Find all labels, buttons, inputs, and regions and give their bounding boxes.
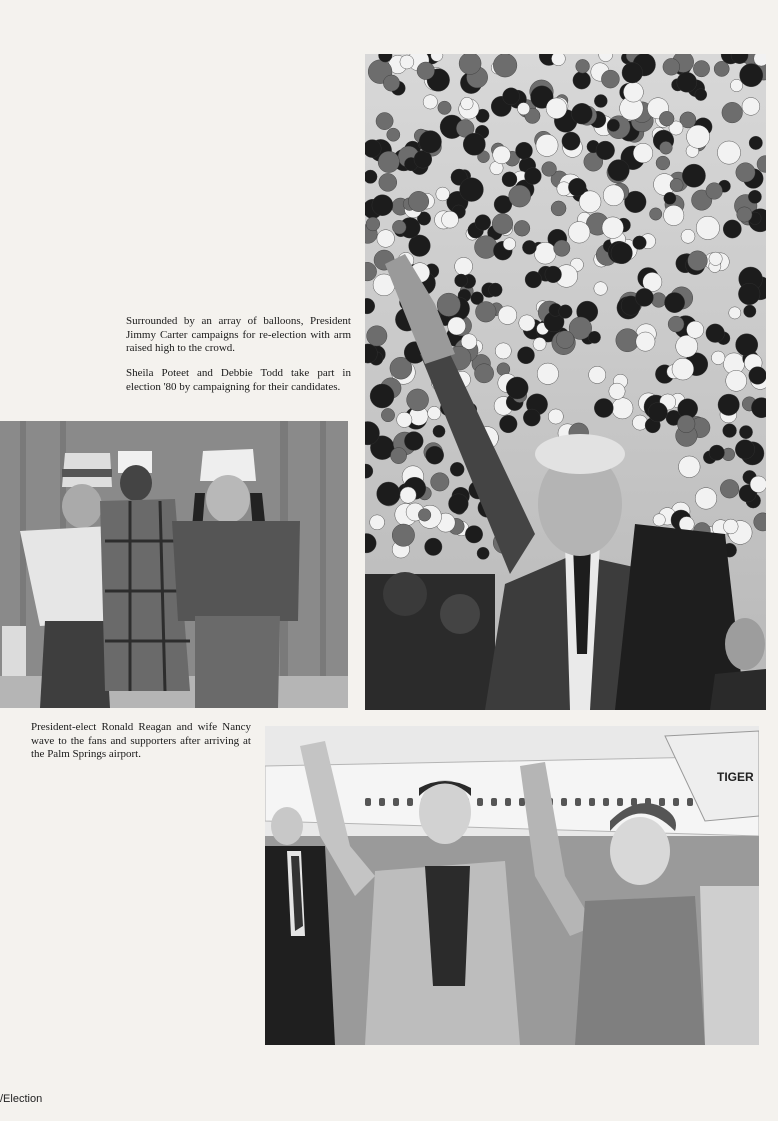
photo-carter-balloons — [365, 54, 766, 710]
plane-tail-text: TIGER — [717, 770, 754, 784]
footer-section-label: /Election — [0, 1093, 43, 1105]
photo-students-campaigning — [0, 421, 348, 708]
caption-reagan: President-elect Ronald Reagan and wife Nancy wave to the fans and supporters after arriving at the Palm Springs airport. — [31, 721, 251, 760]
photo-reagan-arrival — [265, 726, 759, 1045]
caption-students: Sheila Poteet and Debbie Todd take part in election '80 by campaigning for their candidates. — [126, 367, 351, 393]
caption-carter: Surrounded by an array of balloons, President Jimmy Carter campaigns for re-election with arm raised high to the crowd. — [126, 315, 351, 354]
